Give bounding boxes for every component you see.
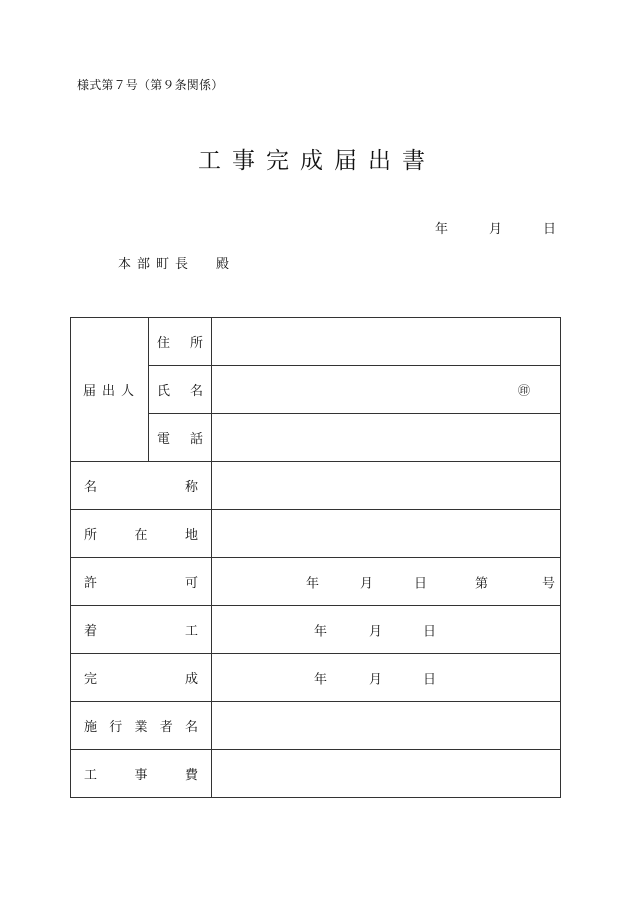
- facility-name-field[interactable]: [212, 462, 561, 510]
- location-field[interactable]: [212, 510, 561, 558]
- phone-label: 電 話: [149, 414, 212, 462]
- header-date-month: 月: [489, 222, 503, 237]
- facility-name-label: 名 称: [71, 462, 212, 510]
- permit-field[interactable]: 年 月 日 第 号: [212, 558, 561, 606]
- address-field[interactable]: [212, 318, 561, 366]
- addressee-suffix: 殿: [216, 257, 236, 272]
- table-row: [71, 654, 561, 702]
- table-row: [71, 750, 561, 798]
- addressee-name: 本部町長: [118, 257, 195, 272]
- contractor-label: 施 行 業 者 名: [71, 702, 212, 750]
- completion-form-table: [70, 317, 561, 798]
- phone-field[interactable]: [212, 414, 561, 462]
- contractor-field[interactable]: [212, 702, 561, 750]
- form-number: 様式第７号（第９条関係）: [77, 78, 224, 92]
- location-label: 所 在 地: [71, 510, 212, 558]
- seal-mark: ㊞: [517, 383, 530, 397]
- permit-label: 許 可: [71, 558, 212, 606]
- cost-label: 工 事 費: [71, 750, 212, 798]
- applicant-label: 届出人: [71, 318, 149, 462]
- addressee: [118, 253, 235, 272]
- table-row: [71, 462, 561, 510]
- completion-label: 完 成: [71, 654, 212, 702]
- name-field[interactable]: [212, 366, 561, 414]
- name-label: 氏 名: [149, 366, 212, 414]
- header-date-year: 年: [435, 222, 449, 237]
- header-date-day: 日: [543, 222, 557, 237]
- table-row: [71, 558, 561, 606]
- start-date-field[interactable]: 年 月 日: [212, 606, 561, 654]
- page-title: 工事完成届出書: [198, 148, 436, 174]
- address-label: 住 所: [149, 318, 212, 366]
- table-row: [71, 606, 561, 654]
- table-row: [71, 318, 561, 366]
- start-label: 着 工: [71, 606, 212, 654]
- cost-field[interactable]: [212, 750, 561, 798]
- completion-date-field[interactable]: 年 月 日: [212, 654, 561, 702]
- table-row: [71, 702, 561, 750]
- table-row: [71, 510, 561, 558]
